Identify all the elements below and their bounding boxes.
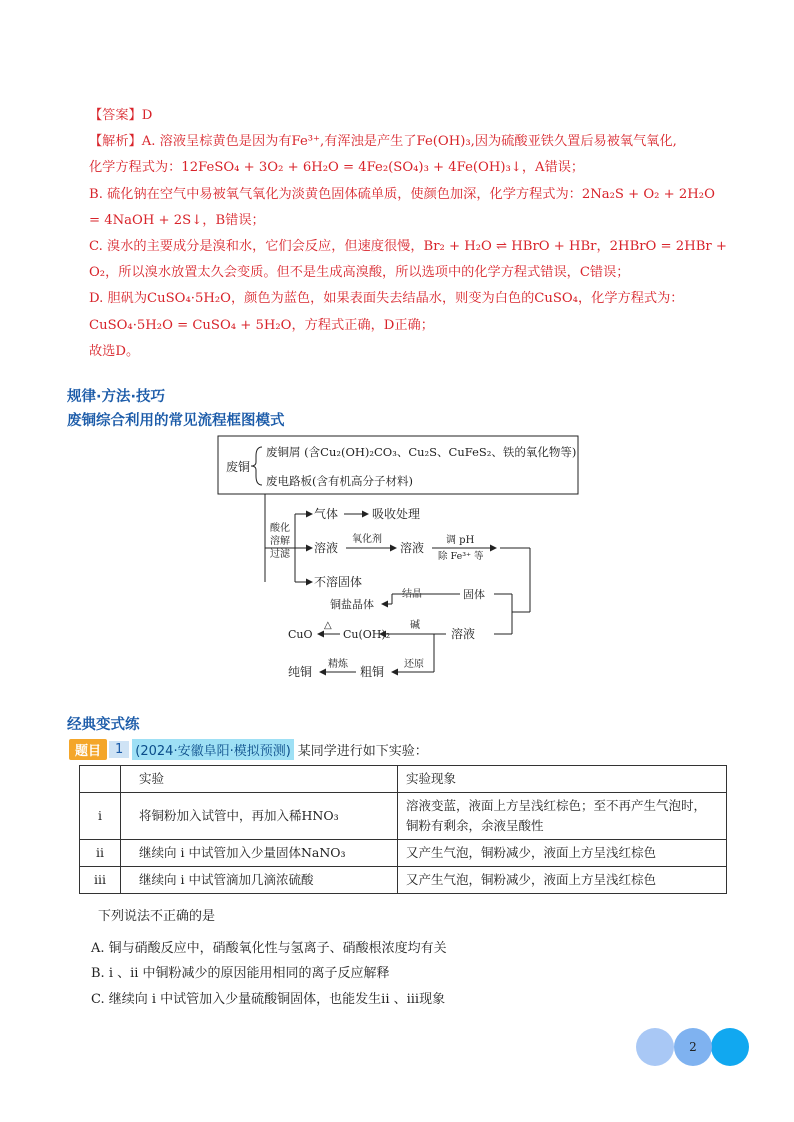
- page-number-badge: [636, 1028, 749, 1066]
- remove-fe-label: 除 Fe³⁺ 等: [438, 551, 484, 562]
- table-row: [80, 867, 727, 894]
- table-cell: 继续向 i 中试管加入少量固体NaNO₃: [121, 840, 398, 867]
- option-a[interactable]: A. 铜与硝酸反应中，硝酸氧化性与氢离子、硝酸根浓度均有关: [91, 941, 447, 956]
- heat-triangle: △: [324, 620, 332, 631]
- badge-circle: [636, 1028, 674, 1066]
- step-label-filter: 过滤: [270, 549, 290, 560]
- table-cell: ii: [80, 840, 121, 867]
- table-cell: i: [80, 793, 121, 840]
- section2-title: 经典变式练: [67, 717, 140, 733]
- table-cell: iii: [80, 867, 121, 894]
- page-number: 2: [689, 1040, 697, 1054]
- option-c[interactable]: C. 继续向 i 中试管加入少量硫酸铜固体，也能发生ii 、iii现象: [91, 992, 446, 1007]
- box-line2: 废电路板(含有机高分子材料): [266, 474, 413, 488]
- solid-label: 固体: [463, 588, 485, 601]
- solution3-label: 溶液: [451, 627, 476, 641]
- question-header: [69, 739, 428, 759]
- table-cell: 又产生气泡，铜粉减少，液面上方呈浅红棕色: [398, 840, 727, 867]
- cuoh2-label: Cu(OH)₂: [343, 628, 391, 641]
- solution-label: 溶液: [314, 541, 339, 555]
- analysis-line: C. 溴水的主要成分是溴和水，它们会反应，但速度很慢，Br₂ + H₂O ⇌ HBrO + HBr，2HBrO = 2HBr +: [89, 239, 727, 255]
- insoluble-label: 不溶固体: [314, 575, 363, 589]
- analysis-line: O₂，所以溴水放置太久会变质。但不是生成高溴酸，所以选项中的化学方程式错误，C错误；: [89, 265, 630, 281]
- table-cell: 继续向 i 中试管滴加几滴浓硫酸: [121, 867, 398, 894]
- analysis-line: B. 硫化钠在空气中易被氧气氧化为淡黄色固体硫单质，使颜色加深，化学方程式为：2Na₂S + O₂ + 2H₂O: [89, 186, 715, 202]
- table-cell: 又产生气泡，铜粉减少，液面上方呈浅红棕色: [398, 867, 727, 894]
- crystallize-label: 结晶: [402, 589, 422, 600]
- brace: [251, 447, 262, 485]
- analysis-line: CuSO₄·5H₂O = CuSO₄ + 5H₂O，方程式正确，D正确；: [89, 317, 434, 333]
- table-header-cell: [80, 766, 121, 793]
- table-cell: 溶液变蓝，液面上方呈浅红棕色；至不再产生气泡时，铜粉有剩余，余液呈酸性: [398, 793, 727, 840]
- question-stem: 某同学进行如下实验：: [297, 743, 428, 759]
- question-label: 题目: [69, 739, 107, 760]
- adjust-ph-label: 调 pH: [446, 535, 475, 546]
- option-b[interactable]: B. i 、ii 中铜粉减少的原因能用相同的离子反应解释: [91, 966, 390, 981]
- table-row: [80, 793, 727, 840]
- table-header-row: [80, 766, 727, 793]
- box-line1: 废铜屑 (含Cu₂(OH)₂CO₃、Cu₂S、CuFeS₂、铁的氧化物等): [266, 445, 577, 459]
- section-title: 规律·方法·技巧: [67, 389, 166, 405]
- reduce-label: 还原: [404, 659, 424, 670]
- experiment-table: [79, 765, 727, 894]
- table-row: [80, 840, 727, 867]
- pure-cu-label: 纯铜: [288, 665, 313, 679]
- question-prompt: 下列说法不正确的是: [98, 909, 216, 924]
- analysis-line: 【解析】A. 溶液呈棕黄色是因为有Fe³⁺,有浑浊是产生了Fe(OH)₃,因为硫酸亚铁久置后易被氧气氧化,: [89, 134, 677, 150]
- absorb-label: 吸收处理: [372, 507, 421, 521]
- cuo-label: CuO: [288, 628, 313, 641]
- analysis-line: D. 胆矾为CuSO₄·5H₂O，颜色为蓝色，如果表面失去结晶水，则变为白色的CuSO₄，化学方程式为：: [89, 291, 684, 307]
- analysis-line: 故选D。: [89, 343, 140, 359]
- table-cell: 将铜粉加入试管中，再加入稀HNO₃: [121, 793, 398, 840]
- table-header-cell: 实验: [121, 766, 398, 793]
- refine-label: 精炼: [328, 659, 348, 670]
- table-header-cell: 实验现象: [398, 766, 727, 793]
- base-label: 碱: [410, 620, 420, 631]
- solution2-label: 溶液: [400, 541, 425, 555]
- analysis-line: = 4NaOH + 2S↓，B错误；: [89, 212, 265, 228]
- analysis-line: 化学方程式为：12FeSO₄ + 3O₂ + 6H₂O = 4Fe₂(SO₄)₃ + 4Fe(OH)₃↓，A错误；: [89, 160, 585, 176]
- box-left-label: 废铜: [226, 460, 251, 474]
- step-label-dissolve: 溶解: [270, 536, 290, 547]
- salt-crystal-label: 铜盐晶体: [330, 598, 374, 611]
- step-label-acidify: 酸化: [270, 523, 290, 534]
- crude-cu-label: 粗铜: [360, 665, 385, 679]
- section-subtitle: 废铜综合利用的常见流程框图模式: [67, 413, 285, 429]
- answer-line: 【答案】D: [89, 108, 153, 123]
- question-number: 1: [109, 741, 129, 758]
- badge-circle: [711, 1028, 749, 1066]
- question-source: (2024·安徽阜阳·模拟预测): [132, 739, 294, 760]
- gas-label: 气体: [314, 507, 339, 521]
- oxidant-label: 氧化剂: [352, 534, 382, 545]
